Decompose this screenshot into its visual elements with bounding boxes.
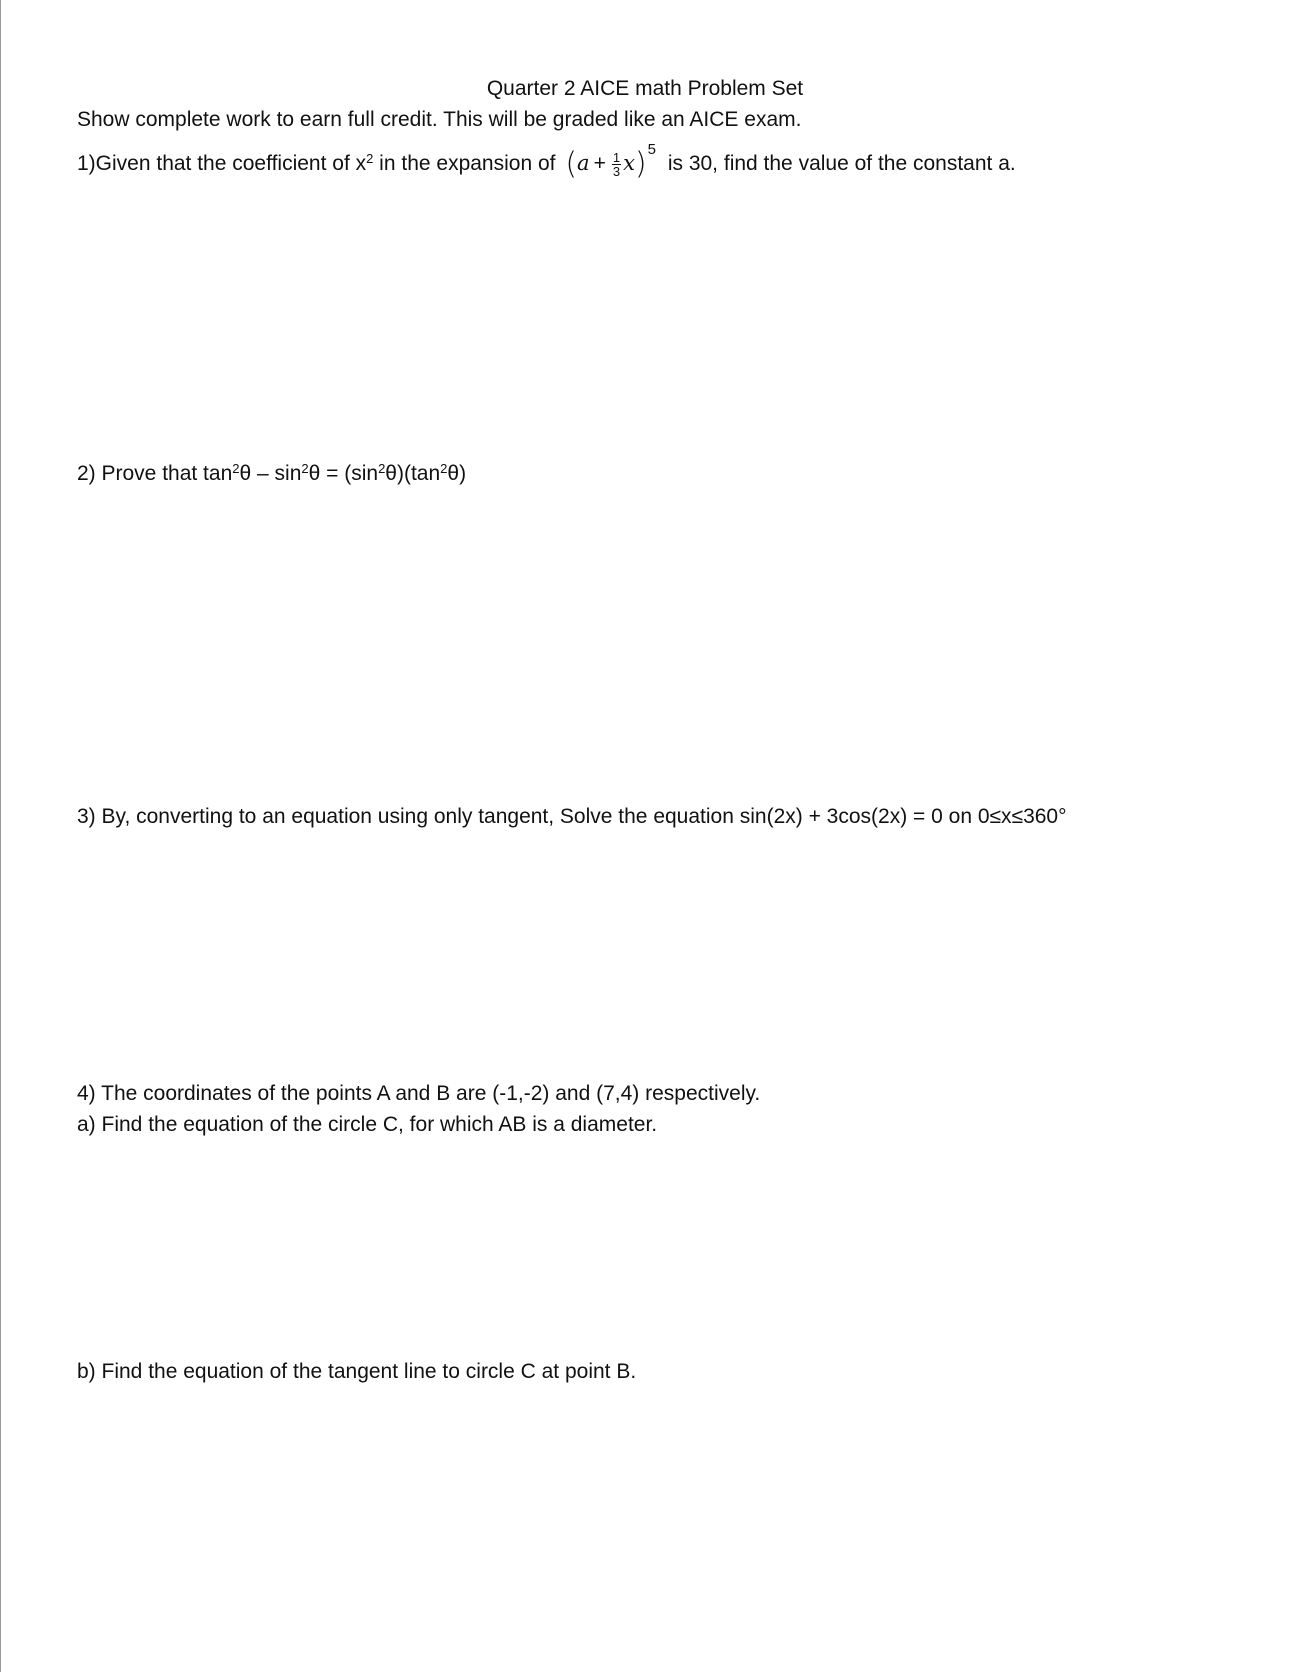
expr-exponent: 5 bbox=[647, 141, 656, 158]
q1-power: 2 bbox=[366, 151, 374, 167]
q2-text-3: θ = (sin bbox=[308, 462, 379, 485]
question-4b: b) Find the equation of the tangent line to circle C at point B. bbox=[77, 1360, 637, 1383]
question-4a: a) Find the equation of the circle C, for which AB is a diameter. bbox=[77, 1113, 658, 1136]
q1-text-middle: in the expansion of bbox=[373, 152, 556, 176]
q1-text-before: 1)Given that the coefficient of x bbox=[77, 152, 367, 176]
q2-square-3: 2 bbox=[378, 461, 386, 476]
q2-square-4: 2 bbox=[440, 461, 448, 476]
question-4: 4) The coordinates of the points A and B are (-1,-2) and (7,4) respectively. bbox=[77, 1082, 761, 1105]
q2-text-5: θ) bbox=[447, 462, 467, 485]
fraction-denominator: 3 bbox=[612, 164, 621, 179]
q1-text-after: is 30, find the value of the constant a. bbox=[667, 152, 1016, 176]
close-paren: ) bbox=[634, 146, 647, 182]
instructions: Show complete work to earn full credit. This will be graded like an AICE exam. bbox=[77, 108, 802, 131]
open-paren: ( bbox=[565, 146, 578, 182]
question-2 bbox=[77, 461, 466, 487]
page-left-edge bbox=[0, 0, 1, 1672]
q2-square-2: 2 bbox=[301, 461, 309, 476]
fraction-one-third bbox=[612, 151, 621, 178]
expr-plus: + bbox=[593, 152, 606, 175]
question-3: 3) By, converting to an equation using only tangent, Solve the equation sin(2x) + 3cos(2x) = 0 on 0≤x≤360° bbox=[77, 805, 1067, 828]
q2-square-1: 2 bbox=[232, 461, 240, 476]
q2-text-4: θ)(tan bbox=[385, 462, 441, 485]
q2-text-2: θ – sin bbox=[239, 462, 302, 485]
q2-text-1: 2) Prove that tan bbox=[77, 462, 233, 485]
binomial-expression bbox=[565, 141, 656, 182]
fraction-numerator: 1 bbox=[612, 150, 621, 165]
expr-a: a bbox=[577, 151, 590, 175]
expr-x: x bbox=[623, 151, 635, 175]
question-1 bbox=[77, 141, 1016, 182]
page-title: Quarter 2 AICE math Problem Set bbox=[486, 77, 804, 100]
